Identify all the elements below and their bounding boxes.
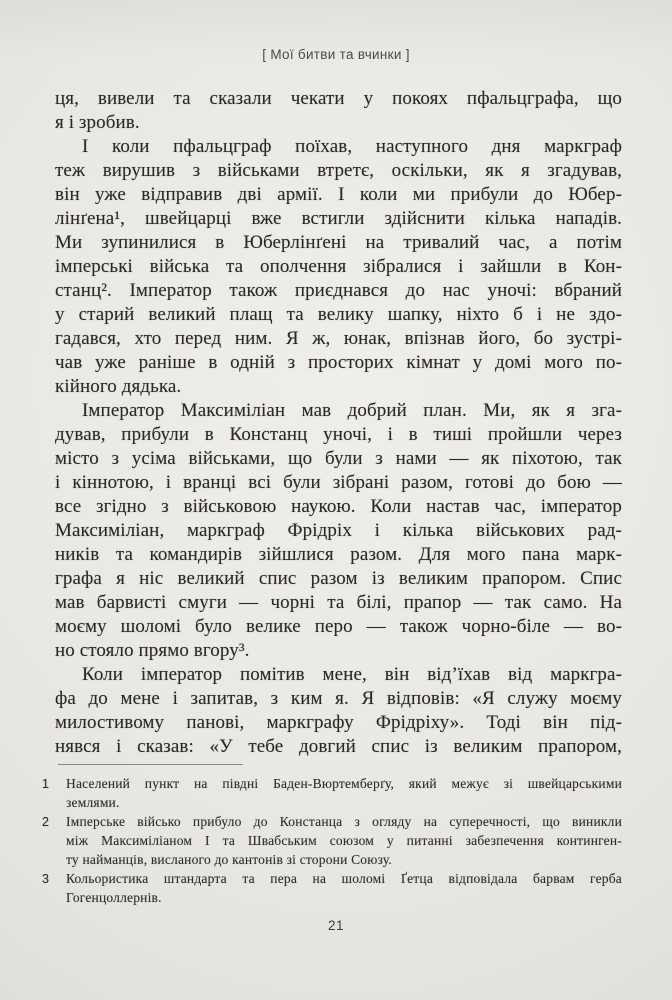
footnote-number: 2 (42, 815, 50, 829)
body-line: дував, прибули в Констанц уночі, і в тиші пройшли через (55, 424, 622, 445)
running-header: [ Мої битви та вчинки ] (262, 47, 410, 62)
paragraph (55, 135, 622, 399)
footnote-line: Імперське військо прибуло до Констанца з огляду на суперечності, що виникли (66, 814, 622, 829)
footnote (42, 812, 622, 869)
body-line: графа я ніс великий спис разом із великим прапором. Спис (55, 568, 622, 589)
footnote-line: Гогенцоллернів. (66, 890, 162, 905)
body-line: імперські війська та ополчення зібралися і зайшли в Кон- (55, 256, 622, 277)
footnote-line: між Максиміліаном І та Швабським союзом у питанні забезпечення континген- (66, 833, 622, 848)
page-number: 21 (327, 918, 345, 933)
body-line: нявся і сказав: «У тебе довгий спис із великим прапором, (55, 736, 622, 757)
body-line: гадався, хто перед ним. Я ж, юнак, впізнав його, бо зустрі- (55, 328, 622, 349)
footnote-number: 3 (42, 872, 50, 886)
footnote-line: ту найманців, висланого до кантонів зі сторони Союзу. (66, 852, 392, 867)
body-line: Максиміліан, маркграф Фрідріх і кілька військових рад- (55, 520, 622, 541)
paragraph (55, 399, 622, 663)
footnote-separator (58, 764, 243, 765)
body-line: Ми зупинилися в Юберлінґені на тривалий час, а потім (55, 232, 622, 253)
body-line: і кіннотою, і вранці всі були зібрані разом, готові до бою — (55, 472, 622, 493)
body-line: я і зробив. (55, 112, 140, 133)
body-line: станц². Імператор також приєднався до нас уночі: вбраний (55, 280, 622, 301)
footnote (42, 869, 622, 907)
body-line: ця, вивели та сказали чекати у покоях пфальцграфа, що (55, 88, 622, 109)
footnote-line: землями. (66, 795, 120, 810)
body-line: чав уже раніше в одній з просторих кімнат у домі мого по- (55, 352, 622, 373)
footnote (42, 774, 622, 812)
footnote-text (66, 812, 622, 869)
body-line: Коли імператор помітив мене, він від’їхав від маркгра- (82, 664, 622, 685)
body-line: І коли пфальцграф поїхав, наступного дня маркграф (82, 136, 622, 157)
body-line: теж вирушив з військами втретє, оскільки, як я згадував, (55, 160, 622, 181)
body-line: милостивому панові, маркграфу Фрідріху». Тоді він під- (55, 712, 622, 733)
body-line: лінґена¹, швейцарці вже встигли здійснити кілька нападів. (55, 208, 622, 229)
body-line: у старий великий плащ та велику шапку, ніхто б і не здо- (55, 304, 622, 325)
body-line: мав барвисті смуги — чорні та білі, прапор — так само. На (55, 592, 622, 613)
body-line: місто з усіма військами, що були з нами — як піхотою, так (55, 448, 622, 469)
body-line: но стояло прямо вгору³. (55, 640, 250, 661)
body-line: він уже відправив дві армії. І коли ми прибули до Юбер- (55, 184, 622, 205)
footnote-text (66, 774, 622, 812)
body-text (55, 87, 622, 759)
paragraph (55, 87, 622, 135)
footnote-line: Кольористика штандарта та пера на шоломі Ґетца відповідала барвам герба (66, 871, 622, 886)
body-line: кійного дядька. (55, 376, 182, 397)
body-line: все згідно з військовою наукою. Коли настав час, імператор (55, 496, 622, 517)
paragraph (55, 663, 622, 759)
footnotes (42, 774, 622, 907)
footnote-line: Населений пункт на півдні Баден-Вюртемберґу, який межує зі швейцарськими (66, 776, 622, 791)
footnote-text (66, 869, 622, 907)
body-line: Імператор Максиміліан мав добрий план. Ми, як я зга- (82, 400, 622, 421)
body-line: ників та командирів зійшлися разом. Для мого пана марк- (55, 544, 622, 565)
body-line: моєму шоломі було велике перо — також чорно-біле — во- (55, 616, 622, 637)
body-line: фа до мене і запитав, з ким я. Я відповів: «Я служу моєму (55, 688, 622, 709)
footnote-number: 1 (42, 777, 50, 791)
